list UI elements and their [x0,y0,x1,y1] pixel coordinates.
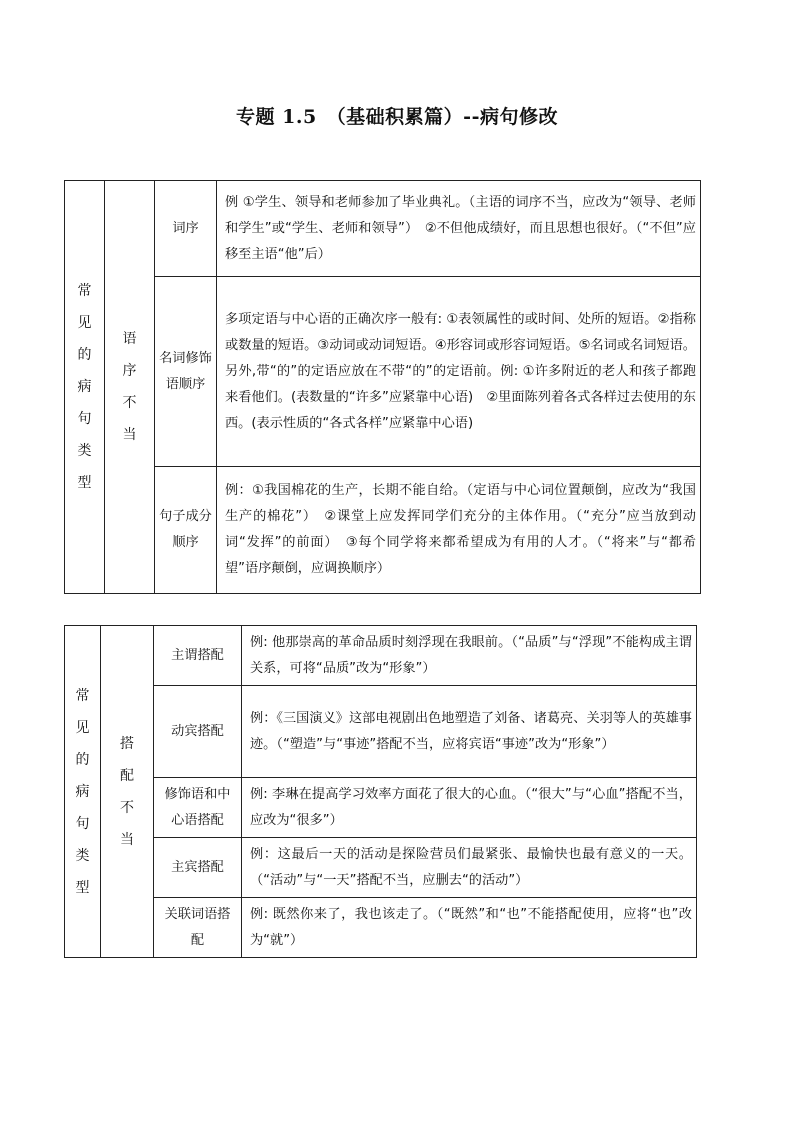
row-label-conjunction: 关联词语搭配 [154,898,242,958]
row-label-modifier-head: 修饰语和中心语搭配 [154,778,242,838]
row-label-subject-object: 主宾搭配 [154,838,242,898]
row-text-sentence-component-order: 例：①我国棉花的生产，长期不能自给。（定语与中心词位置颠倒，应改为“我国生产的棉花”） ②课堂上应发挥同学们充分的主体作用。（“充分”应当放到动词“发挥”的前面） ③每个同学将来都希望成为有用的人才。（“将来”与“都希望”语序颠倒，应调换顺序） [217,467,701,594]
row-label-subject-predicate: 主谓搭配 [154,626,242,686]
category-cell: 常见的病句类型 [65,626,101,958]
row-text-verb-object: 例：《三国演义》这部电视剧出色地塑造了刘备、诸葛亮、关羽等人的英雄事迹。（“塑造”与“事迹”搭配不当，应将宾语“事迹”改为“形象”） [242,686,697,778]
word-order-table [64,180,701,594]
row-text-modifier-head: 例: 李琳在提高学习效率方面花了很大的心血。（“很大”与“心血”搭配不当，应改为“很多”） [242,778,697,838]
row-text-subject-predicate: 例: 他那崇高的革命品质时刻浮现在我眼前。（“品质”与“浮现”不能构成主谓关系，可将“品质”改为“形象”） [242,626,697,686]
row-label-noun-modifier-order: 名词修饰语顺序 [155,277,217,467]
row-label-word-order: 词序 [155,181,217,277]
row-label-sentence-component-order: 句子成分顺序 [155,467,217,594]
row-text-noun-modifier-order: 多项定语与中心语的正确次序一般有: ①表领属性的或时间、处所的短语。②指称或数量的短语。③动词或动词短语。④形容词或形容词短语。⑤名词或名词短语。另外,带“的”的定语应放在不带“的”的定语前。例: ①许多附近的老人和孩子都跑来看他们。(表数量的“许多”应紧靠中心语) ②里面陈列着各式各样过去使用的东西。(表示性质的“各式各样”应紧靠中心语) [217,277,701,467]
row-label-verb-object: 动宾搭配 [154,686,242,778]
page-title: 专题 1.5 （基础积累篇）--病句修改 [236,106,558,128]
group-cell-collocation: 搭 配不当 [101,626,154,958]
row-text-subject-object: 例：这最后一天的活动是探险营员们最紧张、最愉快也最有意义的一天。（“活动”与“一天”搭配不当，应删去“的活动”） [242,838,697,898]
collocation-table [64,625,697,958]
row-text-conjunction: 例: 既然你来了，我也该走了。（“既然”和“也”不能搭配使用，应将“也”改为“就”） [242,898,697,958]
group-cell-word-order: 语序不当 [105,181,155,594]
category-cell: 常见的病句类型 [65,181,105,594]
row-text-word-order: 例 ①学生、领导和老师参加了毕业典礼。（主语的词序不当，应改为“领导、老师和学生”或“学生、老师和领导”） ②不但他成绩好，而且思想也很好。（“不但”应移至主语“他”后） [217,181,701,277]
